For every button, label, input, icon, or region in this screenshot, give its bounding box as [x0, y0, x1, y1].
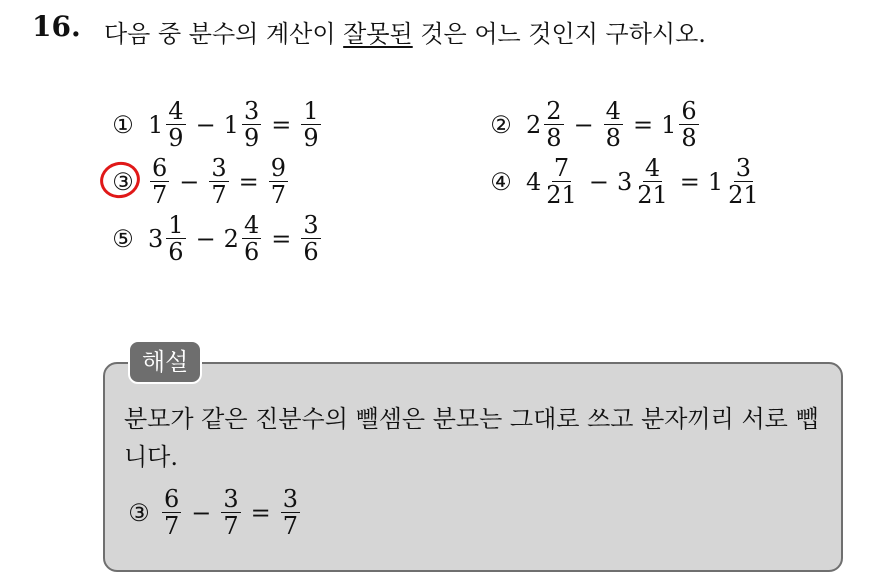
denominator: 8	[681, 124, 697, 152]
fraction	[242, 98, 261, 151]
option-4-mark: ④	[490, 167, 512, 196]
denominator: 21	[728, 181, 759, 209]
fraction	[679, 98, 698, 151]
equals-sign: =	[632, 110, 654, 139]
fraction	[221, 486, 240, 539]
option-1-expression	[148, 98, 323, 151]
fraction	[726, 155, 761, 208]
minus-sign: −	[191, 498, 212, 527]
minus-sign: −	[588, 167, 609, 196]
denominator: 6	[303, 238, 319, 266]
numerator: 1	[303, 97, 319, 125]
denominator: 21	[546, 181, 577, 209]
solution-tag: 해설	[128, 340, 202, 384]
equals-sign: =	[238, 167, 259, 196]
option-1-mark: ①	[112, 110, 134, 139]
numerator: 3	[243, 97, 260, 125]
denominator: 7	[164, 512, 180, 540]
denominator: 7	[223, 512, 239, 540]
denominator: 9	[243, 124, 260, 152]
numerator: 2	[546, 97, 562, 125]
denominator: 7	[282, 512, 299, 540]
fraction	[635, 155, 670, 208]
option-5-expression	[148, 212, 323, 265]
equals-sign: =	[679, 167, 700, 196]
fraction	[162, 486, 181, 539]
equals-sign: =	[271, 224, 292, 253]
option-3-expression	[148, 155, 290, 208]
option-3-mark: ③	[112, 167, 134, 196]
solution-answer	[124, 486, 828, 539]
whole-number: 2	[223, 224, 239, 253]
denominator: 9	[303, 124, 319, 152]
denominator: 6	[243, 238, 260, 266]
numerator: 6	[164, 485, 180, 513]
question-number: 16.	[32, 10, 81, 43]
solution-content	[124, 400, 828, 539]
question-underlined-word: 잘못된	[343, 20, 413, 48]
option-2-expression	[526, 98, 701, 151]
fraction	[544, 155, 579, 208]
minus-sign: −	[179, 167, 200, 196]
numerator: 9	[270, 154, 287, 182]
fraction	[166, 98, 185, 151]
whole-number: 1	[661, 110, 677, 139]
fraction	[301, 212, 320, 265]
solution-answer-mark: ③	[128, 498, 150, 527]
denominator: 9	[168, 124, 184, 152]
fraction	[544, 98, 563, 151]
fraction	[269, 155, 288, 208]
option-1[interactable]	[108, 98, 323, 151]
numerator: 3	[223, 485, 239, 513]
option-4[interactable]	[486, 155, 763, 208]
equals-sign: =	[250, 498, 271, 527]
whole-number: 4	[526, 167, 542, 196]
fraction	[150, 155, 169, 208]
numerator: 1	[168, 211, 184, 239]
numerator: 4	[243, 211, 260, 239]
numerator: 4	[605, 97, 621, 125]
option-5[interactable]	[108, 212, 323, 265]
minus-sign: −	[573, 110, 594, 139]
denominator: 8	[546, 124, 562, 152]
equals-sign: =	[271, 110, 292, 139]
option-4-expression	[526, 155, 763, 208]
fraction	[281, 486, 300, 539]
option-5-mark: ⑤	[112, 224, 134, 253]
numerator: 6	[152, 154, 168, 182]
numerator: 3	[282, 485, 299, 513]
fraction	[166, 212, 185, 265]
question-text-after: 것은 어느 것인지 구하시오.	[412, 20, 706, 48]
numerator: 4	[644, 154, 661, 182]
question-text-before: 다음 중 분수의 계산이	[104, 20, 344, 48]
fraction	[301, 98, 320, 151]
minus-sign: −	[195, 110, 216, 139]
denominator: 7	[152, 181, 168, 209]
option-2-mark: ②	[490, 110, 512, 139]
denominator: 8	[605, 124, 621, 152]
denominator: 7	[270, 181, 287, 209]
denominator: 6	[168, 238, 184, 266]
numerator: 3	[303, 211, 319, 239]
numerator: 7	[553, 154, 570, 182]
numerator: 3	[211, 154, 227, 182]
denominator: 21	[637, 181, 668, 209]
whole-number: 3	[148, 224, 164, 253]
whole-number: 3	[616, 167, 633, 196]
solution-text: 분모가 같은 진분수의 뺄셈은 분모는 그대로 쓰고 분자끼리 서로 뺍니다.	[124, 405, 819, 471]
numerator: 3	[735, 154, 752, 182]
minus-sign: −	[195, 224, 216, 253]
numerator: 4	[168, 97, 184, 125]
question-text	[104, 14, 706, 49]
whole-number: 1	[148, 110, 164, 139]
whole-number: 1	[707, 167, 724, 196]
fraction	[604, 98, 623, 151]
option-2[interactable]	[486, 98, 701, 151]
fraction	[209, 155, 228, 208]
fraction	[242, 212, 261, 265]
denominator: 7	[211, 181, 227, 209]
numerator: 6	[681, 97, 697, 125]
whole-number: 2	[526, 110, 542, 139]
solution-answer-expression	[160, 486, 302, 539]
whole-number: 1	[223, 110, 239, 139]
